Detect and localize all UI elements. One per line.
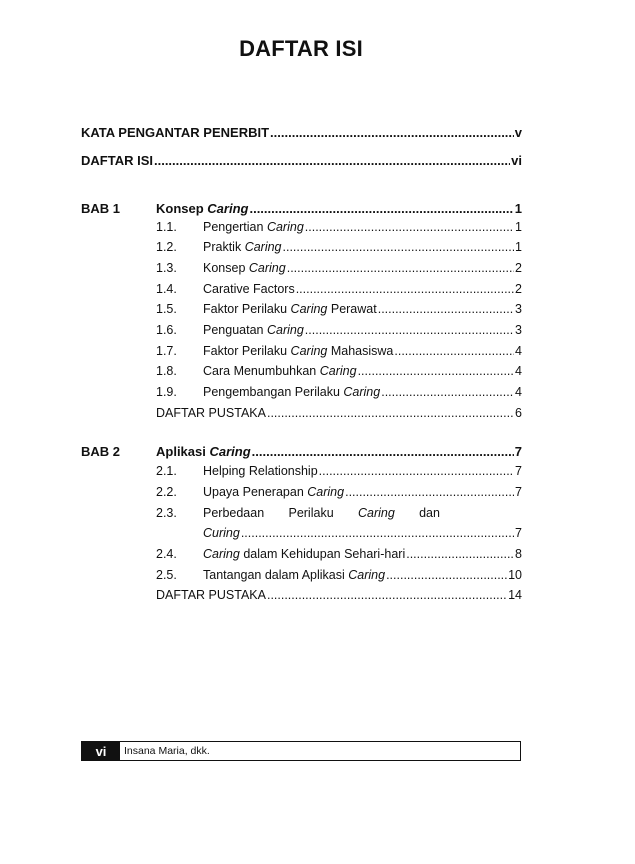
toc-entry-bab2-daftar-pustaka[interactable] <box>156 588 522 602</box>
section-title: Pengembangan Perilaku <box>203 385 340 399</box>
toc-entry-page: 1 <box>515 220 522 234</box>
toc-entry-page: 7 <box>515 526 522 540</box>
toc-entry-2-2[interactable] <box>156 485 522 499</box>
toc-entry-1-5[interactable] <box>156 302 522 316</box>
section-title: Cara Menumbuhkan <box>203 364 317 378</box>
section-title-italic: Curing <box>203 526 240 540</box>
leader-dots <box>283 240 515 254</box>
section-title-italic: Caring <box>319 364 357 378</box>
page-footer <box>81 741 521 761</box>
toc-entry-1-2[interactable] <box>156 240 522 254</box>
section-title: Pengertian <box>203 220 264 234</box>
leader-dots <box>305 220 514 234</box>
section-number: 2.4. <box>156 547 177 561</box>
section-title-italic: Caring <box>266 323 304 337</box>
section-number: 1.4. <box>156 282 177 296</box>
chapter-title <box>156 444 251 459</box>
section-title-italic: Caring <box>307 485 345 499</box>
section-title: Penguatan <box>203 323 264 337</box>
section-title: Faktor Perilaku <box>203 302 288 316</box>
section-title-italic: Caring <box>343 385 381 399</box>
toc-entry-page: 14 <box>508 588 522 602</box>
section-title-italic: Caring <box>290 302 328 316</box>
section-title: Upaya Penerapan <box>203 485 304 499</box>
leader-dots <box>252 444 514 459</box>
toc-entry-page: vi <box>511 153 522 168</box>
toc-entry-label: DAFTAR ISI <box>81 153 153 168</box>
section-title: Praktik <box>203 240 242 254</box>
footer-author: Insana Maria, dkk. <box>124 745 210 757</box>
toc-entry-page: 7 <box>514 444 522 459</box>
toc-entry-1-6[interactable] <box>156 323 522 337</box>
section-number: 2.1. <box>156 464 177 478</box>
section-title: Helping Relationship <box>203 464 318 478</box>
section-title-italic: Caring <box>248 261 286 275</box>
toc-entry-page: 4 <box>515 344 522 358</box>
toc-entry-page: 3 <box>515 323 522 337</box>
section-title-word: dan <box>419 506 440 520</box>
toc-entry-2-5[interactable] <box>156 568 522 582</box>
toc-entry-page: 2 <box>515 261 522 275</box>
toc-entry-1-7[interactable] <box>156 344 522 358</box>
section-title-italic: Caring <box>203 547 240 561</box>
toc-entry-1-8[interactable] <box>156 364 522 378</box>
chapter-title-text: Konsep <box>156 201 204 216</box>
section-number: 1.1. <box>156 220 177 234</box>
leader-dots <box>267 406 514 420</box>
section-title-suffix: dalam Kehidupan Sehari-hari <box>243 547 406 561</box>
leader-dots <box>241 526 514 540</box>
leader-dots <box>296 282 514 296</box>
toc-entry-page: 7 <box>515 485 522 499</box>
section-title: DAFTAR PUSTAKA <box>156 588 266 602</box>
toc-entry-kata-pengantar[interactable] <box>81 125 522 140</box>
chapter-label: BAB 2 <box>81 444 121 459</box>
leader-dots <box>378 302 514 316</box>
section-number: 2.3. <box>156 506 177 520</box>
section-number: 1.8. <box>156 364 177 378</box>
section-title-suffix: Perawat <box>330 302 377 316</box>
chapter-title-italic: Caring <box>209 444 251 459</box>
toc-entry-label: KATA PENGANTAR PENERBIT <box>81 125 270 140</box>
toc-entry-2-3-line1[interactable] <box>203 506 440 520</box>
leader-dots <box>270 125 514 140</box>
chapter-label: BAB 1 <box>81 201 121 216</box>
leader-dots <box>319 464 514 478</box>
toc-entry-page: 1 <box>515 240 522 254</box>
section-number: 1.3. <box>156 261 177 275</box>
toc-entry-1-3[interactable] <box>156 261 522 275</box>
toc-entry-page: 7 <box>515 464 522 478</box>
section-title-italic: Caring <box>290 344 328 358</box>
section-title-italic: Caring <box>244 240 282 254</box>
leader-dots <box>267 588 507 602</box>
toc-entry-1-9[interactable] <box>156 385 522 399</box>
toc-entry-2-1[interactable] <box>156 464 522 478</box>
leader-dots <box>406 547 514 561</box>
section-number: 1.2. <box>156 240 177 254</box>
toc-entry-page: 4 <box>515 364 522 378</box>
toc-entry-page: 3 <box>515 302 522 316</box>
section-title: DAFTAR PUSTAKA <box>156 406 266 420</box>
section-number: 1.5. <box>156 302 177 316</box>
toc-entry-2-4[interactable] <box>156 547 522 561</box>
toc-entry-1-1[interactable] <box>156 220 522 234</box>
leader-dots <box>358 364 514 378</box>
page-title: DAFTAR ISI <box>239 36 363 61</box>
toc-chapter-1[interactable] <box>156 201 522 216</box>
toc-entry-daftar-isi[interactable] <box>81 153 522 168</box>
leader-dots <box>305 323 514 337</box>
leader-dots <box>345 485 514 499</box>
section-number: 2.5. <box>156 568 177 582</box>
section-number: 1.9. <box>156 385 177 399</box>
toc-entry-page: 1 <box>514 201 522 216</box>
chapter-title <box>156 201 248 216</box>
section-title-word: Perbedaan <box>203 506 265 520</box>
leader-dots <box>381 385 514 399</box>
section-title-word: Perilaku <box>288 506 334 520</box>
section-title-suffix: Mahasiswa <box>330 344 394 358</box>
section-number: 1.6. <box>156 323 177 337</box>
toc-chapter-2[interactable] <box>156 444 522 459</box>
leader-dots <box>394 344 514 358</box>
chapter-title-italic: Caring <box>207 201 249 216</box>
leader-dots <box>249 201 513 216</box>
leader-dots <box>154 153 510 168</box>
toc-entry-2-3-line2[interactable] <box>203 526 522 540</box>
section-title: Carative Factors <box>203 282 295 296</box>
toc-entry-bab1-daftar-pustaka[interactable] <box>156 406 522 420</box>
section-title: Faktor Perilaku <box>203 344 288 358</box>
toc-entry-page: 10 <box>508 568 522 582</box>
section-title-italic: Caring <box>357 506 395 520</box>
leader-dots <box>386 568 507 582</box>
section-number: 2.2. <box>156 485 177 499</box>
toc-entry-page: 6 <box>515 406 522 420</box>
toc-entry-page: 4 <box>515 385 522 399</box>
chapter-title-text: Aplikasi <box>156 444 206 459</box>
section-number: 1.7. <box>156 344 177 358</box>
leader-dots <box>287 261 514 275</box>
footer-page-number: vi <box>82 742 120 760</box>
section-title-italic: Caring <box>266 220 304 234</box>
toc-entry-page: 2 <box>515 282 522 296</box>
section-title: Konsep <box>203 261 246 275</box>
section-title-italic: Caring <box>348 568 386 582</box>
toc-entry-1-4[interactable] <box>156 282 522 296</box>
toc-entry-page: v <box>514 125 522 140</box>
toc-entry-page: 8 <box>515 547 522 561</box>
section-title: Tantangan dalam Aplikasi <box>203 568 345 582</box>
